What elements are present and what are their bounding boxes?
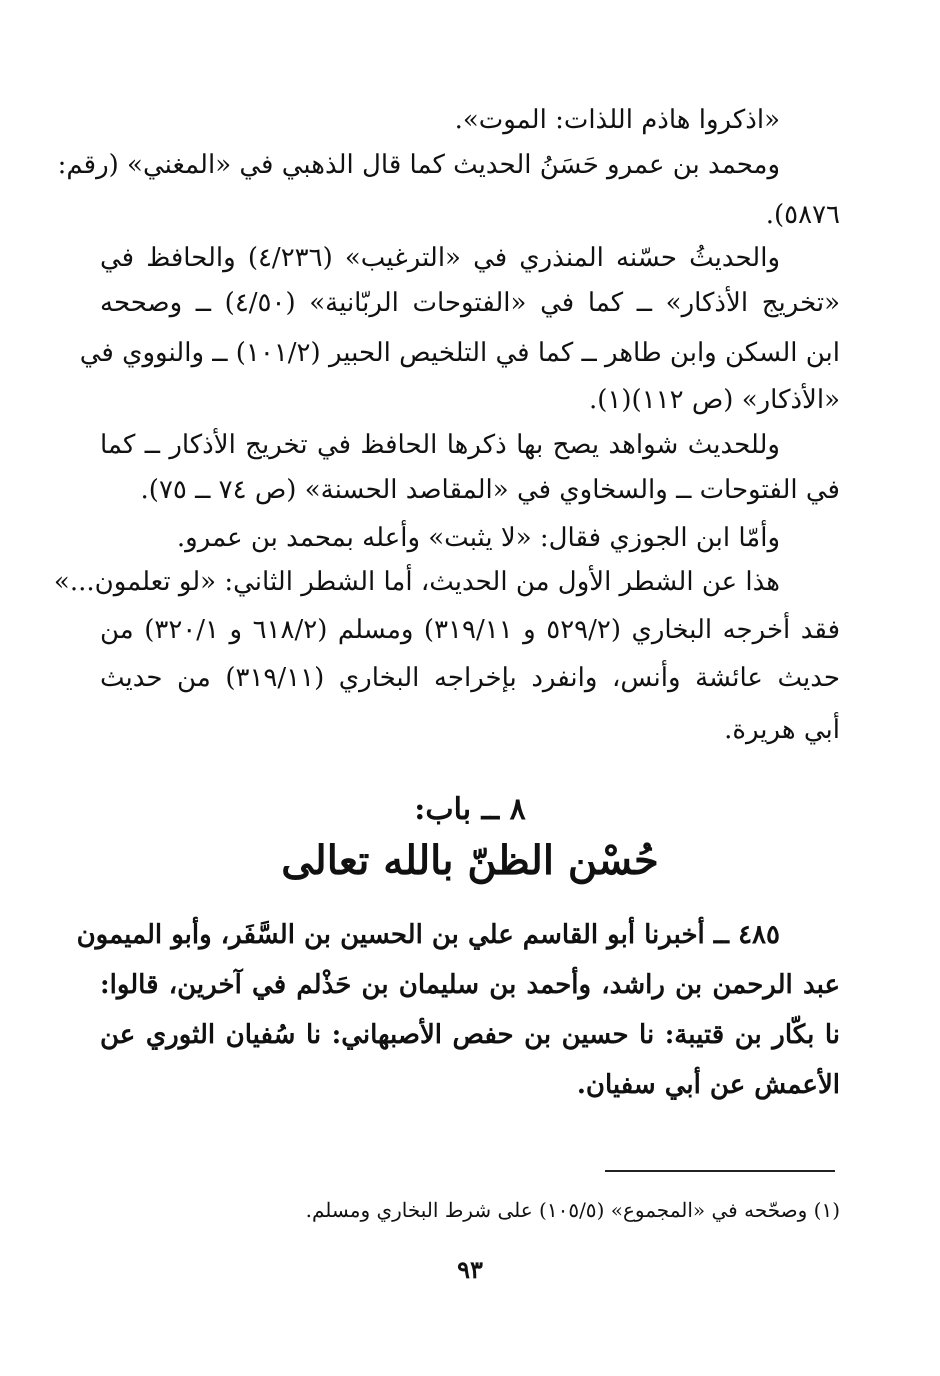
- text-line: «تخريج الأذكار» ــ كما في «الفتوحات الربّانية» (٤/٥٠) ــ وصححه: [100, 288, 840, 318]
- text-line: والحديثُ حسّنه المنذري في «الترغيب» (٤/٢٣٦) والحافظ في: [100, 243, 780, 273]
- text-line: حديث عائشة وأنس، وانفرد بإخراجه البخاري (٣١٩/١١) من حديث: [100, 663, 840, 693]
- text-line: وأمّا ابن الجوزي فقال: «لا يثبت» وأعله بمحمد بن عمرو.: [176, 523, 780, 553]
- footnote-separator: [605, 1170, 835, 1172]
- text-line: هذا عن الشطر الأول من الحديث، أما الشطر الثاني: «لو تعلمون...»: [53, 567, 780, 597]
- footnote: (١) وصحّحه في «المجموع» (١٠٥/٥) على شرط البخاري ومسلم.: [305, 1198, 840, 1222]
- hadith-line: عبد الرحمن بن راشد، وأحمد بن سليمان بن حَذْلم في آخرين، قالوا:: [100, 970, 840, 1000]
- hadith-line: نا بكّار بن قتيبة: نا حسين بن حفص الأصبهاني: نا سُفيان الثوري عن: [100, 1020, 840, 1050]
- text-line: وللحديث شواهد يصح بها ذكرها الحافظ في تخريج الأذكار ــ كما: [100, 430, 780, 460]
- text-line: «اذكروا هاذم اللذات: الموت».: [454, 105, 780, 135]
- text-line: ومحمد بن عمرو حَسَنُ الحديث كما قال الذهبي في «المغني» (رقم:: [57, 150, 780, 180]
- page-number: ٩٣: [457, 1255, 483, 1284]
- hadith-line: ٤٨٥ ــ أخبرنا أبو القاسم علي بن الحسين بن السَّفَر، وأبو الميمون: [76, 920, 780, 950]
- hadith-line: الأعمش عن أبي سفيان.: [576, 1070, 840, 1100]
- text-line: في الفتوحات ــ والسخاوي في «المقاصد الحسنة» (ص ٧٤ ــ ٧٥).: [140, 475, 840, 505]
- text-line: ٥٨٧٦).: [765, 200, 840, 230]
- text-line: فقد أخرجه البخاري (٥٢٩/٢ و ٣١٩/١١) ومسلم (٦١٨/٢ و ٣٢٠/١) من: [100, 615, 840, 645]
- text-line: «الأذكار» (ص ١١٢)(١).: [589, 385, 840, 415]
- text-line: أبي هريرة.: [724, 715, 840, 745]
- chapter-title: حُسْن الظنّ بالله تعالى: [281, 837, 659, 884]
- chapter-number: ٨ ــ باب:: [414, 792, 526, 827]
- text-line: ابن السكن وابن طاهر ــ كما في التلخيص الحبير (١٠١/٢) ــ والنووي في: [79, 338, 840, 368]
